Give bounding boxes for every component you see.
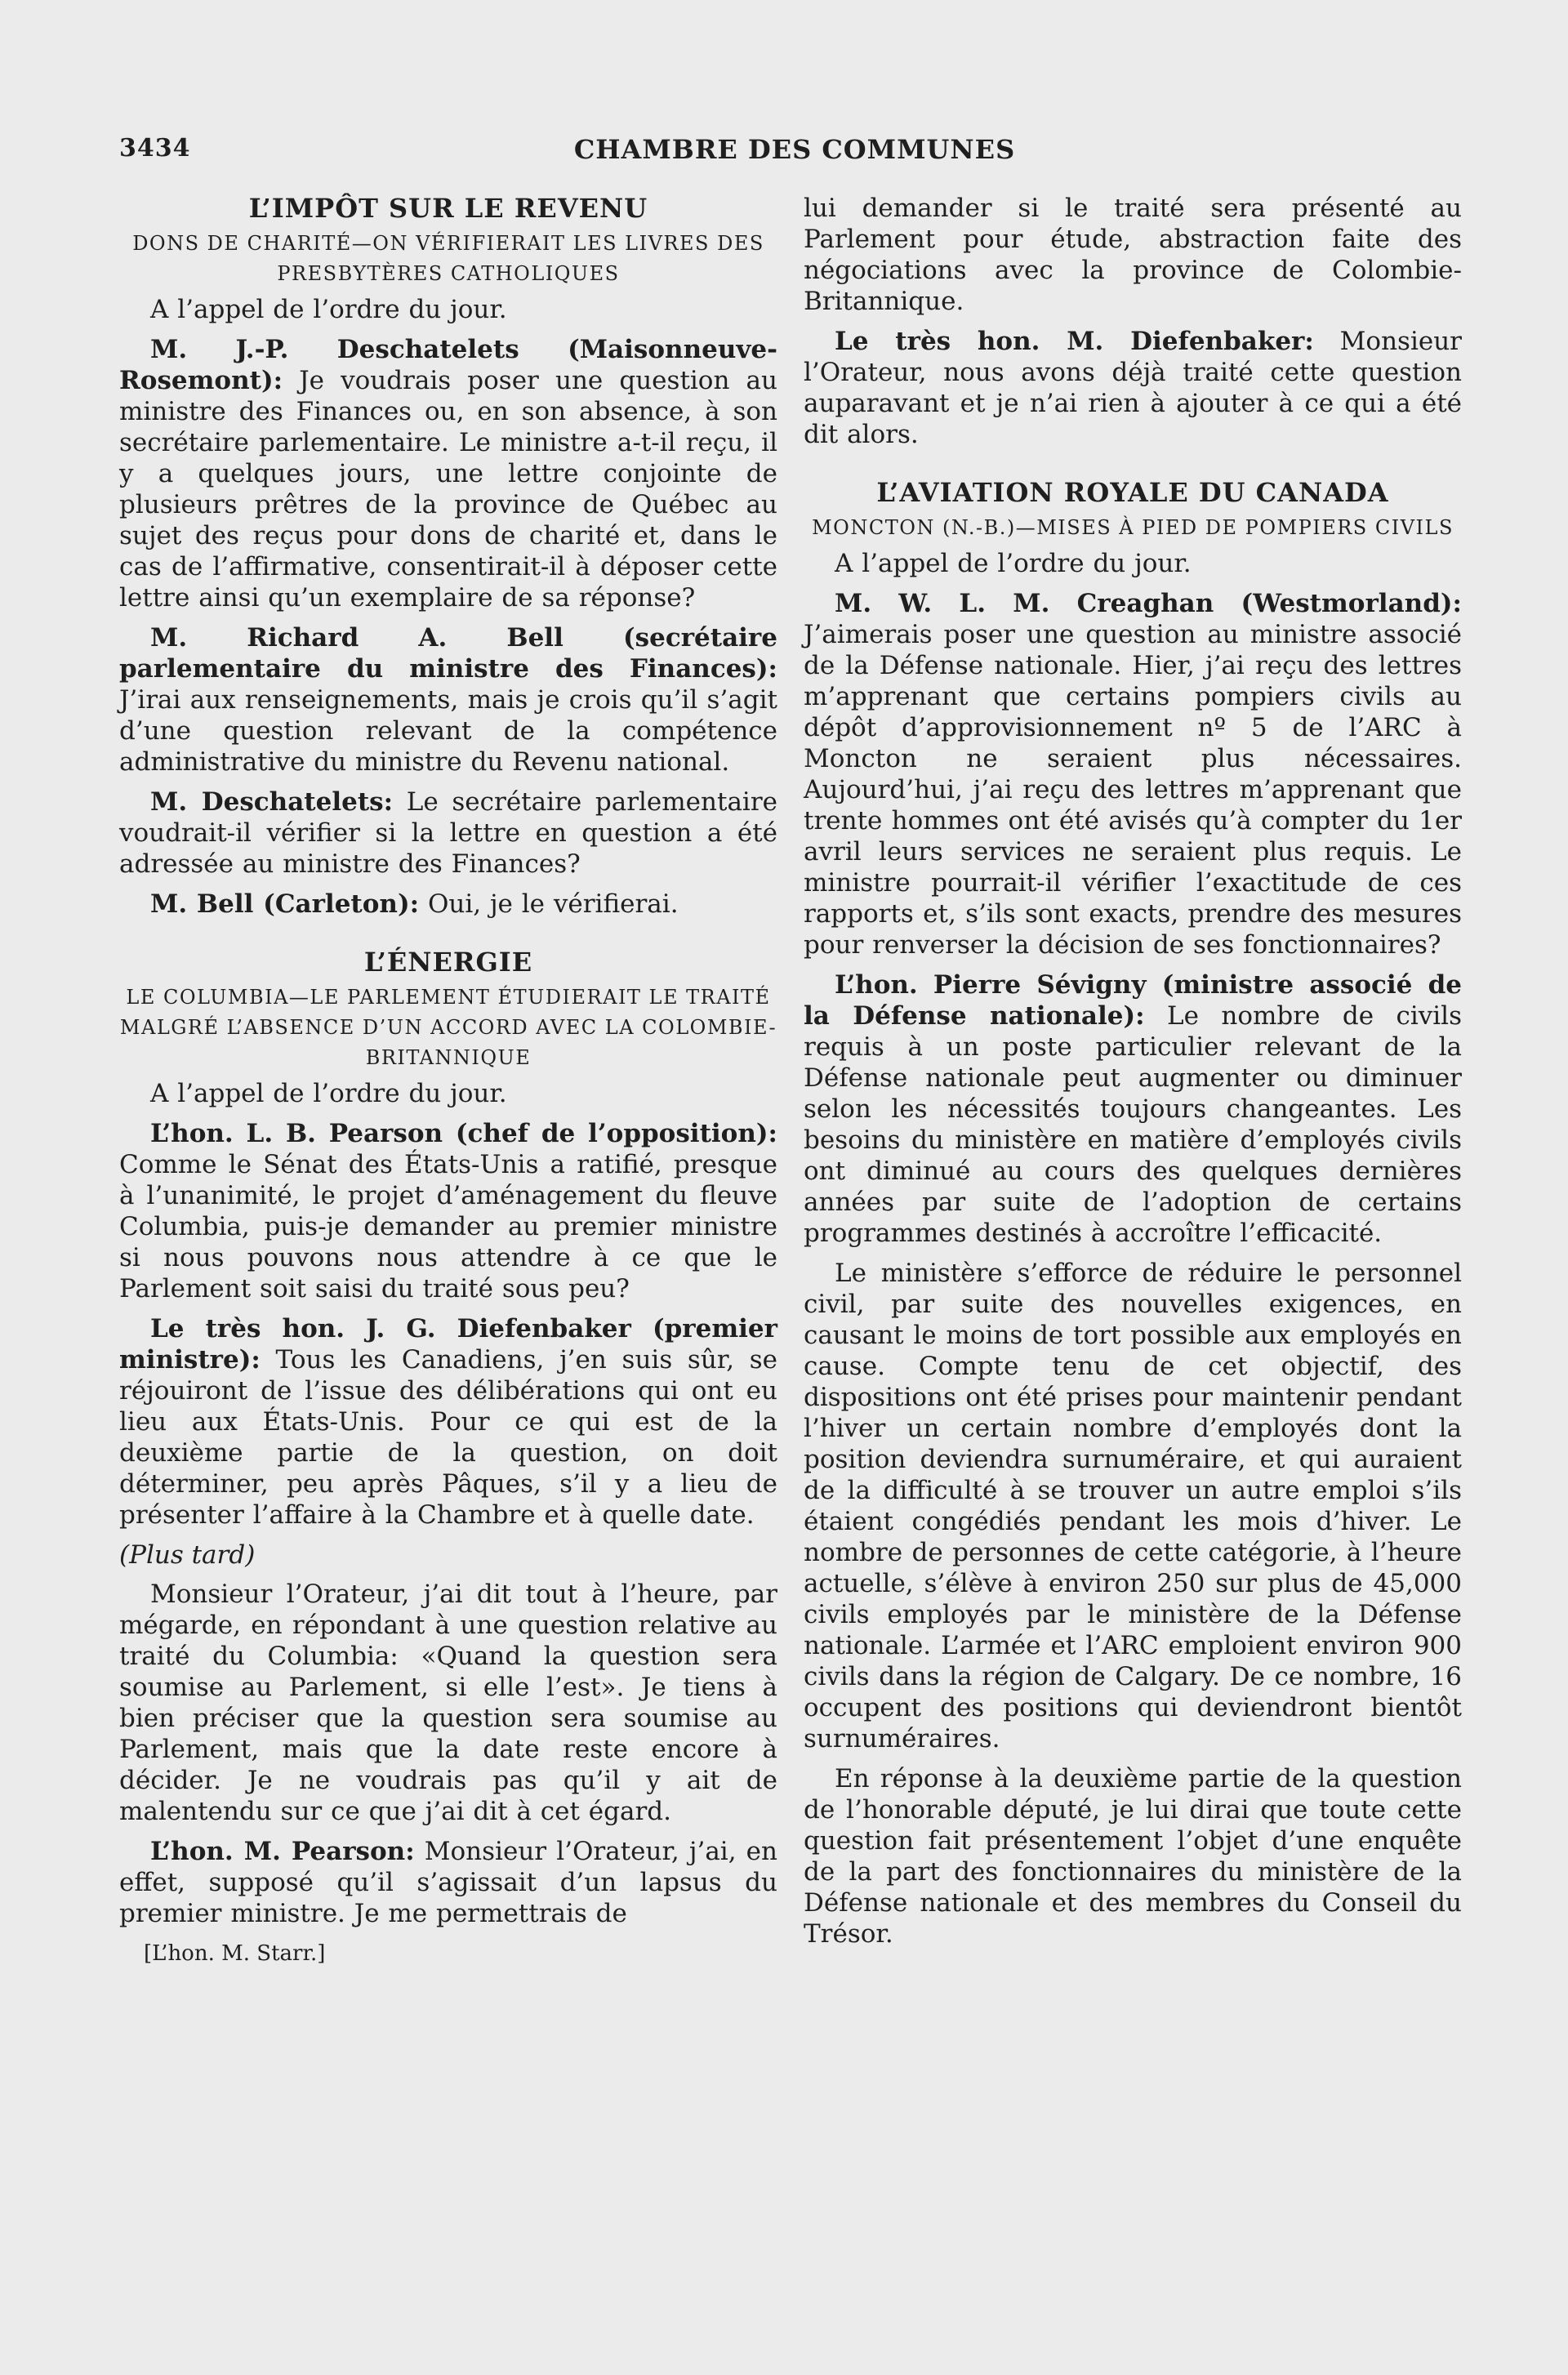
speech-sevigny (804, 969, 1462, 1249)
footer-attribution: [L’hon. M. Starr.] (144, 1941, 326, 1966)
section-subheading-columbia: LE COLUMBIA—LE PARLEMENT ÉTUDIERAIT LE TRAITÉ MALGRÉ L’ABSENCE D’UN ACCORD AVEC LA COLOMBIE-BRITANNIQUE (119, 986, 777, 1069)
speaker-name: M. Bell (Carleton): (150, 889, 420, 919)
later-note: (Plus tard) (119, 1540, 256, 1570)
speech-diefenbaker-later: Monsieur l’Orateur, j’ai dit tout à l’heure, par mégarde, en répondant à une question relative au traité du Columbia: «Quand la question sera soumise au Parlement, si elle l’est». Je tiens à bien préciser que la question sera soumise au Parlement, mais que la date reste encore à décider. Je ne voudrais pas qu’il y ait de malentendu sur ce que j’ai dit à cet égard. (119, 1580, 777, 1826)
section-heading-energie: L’ÉNERGIE (363, 947, 533, 978)
speech-bell-2 (119, 889, 777, 920)
right-column (804, 193, 1462, 1958)
speaker-name: M. Richard A. Bell (secrétaire parlementaire du ministre des Finances): (119, 623, 777, 684)
speech-diefenbaker (119, 1313, 777, 1531)
speech-text: Monsieur l’Orateur, nous avons déjà traité cette question auparavant et je n’ai rien à ajouter à ce qui a été dit alors. (804, 327, 1462, 449)
page-number: 3434 (119, 134, 191, 163)
order-call: A l’appel de l’ordre du jour. (150, 1079, 507, 1108)
section-heading-impot: L’IMPÔT SUR LE REVENU (248, 193, 648, 224)
speaker-name: M. W. L. M. Creaghan (Westmorland): (835, 589, 1462, 618)
speech-diefenbaker-2 (804, 326, 1462, 450)
left-column (119, 193, 777, 1968)
speech-sevigny-2: Le ministère s’efforce de réduire le personnel civil, par suite des nouvelles exigences, en causant le moins de tort possible aux employés en cause. Compte tenu de cet objectif, des dispositions ont été prises pour maintenir pendant l’hiver un certain nombre d’employés dont la position deviendra surnuméraire, et qui auraient de la difficulté à se trouver un autre emploi s’ils étaient congédiés pendant les mois d’hiver. Le nombre de personnes de cette catégorie, à l’heure actuelle, s’élève à environ 250 sur plus de 45,000 civils employés par le ministère de la Défense nationale. L’armée et l’ARC emploient environ 900 civils dans la région de Calgary. De ce nombre, 16 occupent des positions qui deviendront bientôt surnuméraires. (804, 1259, 1462, 1753)
order-call: A l’appel de l’ordre du jour. (150, 295, 507, 324)
speech-pearson-2 (119, 1836, 777, 1929)
speech-bell (119, 622, 777, 778)
speaker-name: Le très hon. M. Diefenbaker: (835, 327, 1314, 356)
speech-creaghan (804, 588, 1462, 960)
section-heading-aviation: L’AVIATION ROYALE DU CANADA (876, 477, 1389, 508)
speaker-name: L’hon. M. Pearson: (150, 1837, 415, 1866)
running-head: CHAMBRE DES COMMUNES (573, 134, 1016, 165)
speech-text: Le nombre de civils requis à un poste particulier relevant de la Défense nationale peut augmenter ou diminuer selon les nécessités toujours changeantes. Les besoins du ministère en matière d’employés civils ont diminué au cours des quelques dernières années par suite de l’adoption de certains programmes destinés à accroître l’efficacité. (804, 1001, 1463, 1248)
section-subheading-dons: DONS DE CHARITÉ—ON VÉRIFIERAIT LES LIVRES DES PRESBYTÈRES CATHOLIQUES (132, 232, 764, 285)
speaker-name: Le très hon. J. G. Diefenbaker (premier ministre): (119, 1314, 777, 1375)
speech-text: Je voudrais poser une question au ministre des Finances ou, en son absence, à son secrétaire parlementaire. Le ministre a-t-il reçu, il y a quelques jours, une lettre conjointe de plusieurs prêtres de la province de Québec au sujet des reçus pour dons de charité et, dans le cas de l’affirmative, consentirait-il à déposer cette lettre ainsi qu’un exemplaire de sa réponse? (119, 366, 777, 613)
speaker-name: L’hon. L. B. Pearson (chef de l’opposition): (150, 1119, 777, 1148)
speech-sevigny-3: En réponse à la deuxième partie de la question de l’honorable député, je lui dirai que toute cette question fait présentement l’objet d’une enquête de la part des fonctionnaires du ministère de la Défense nationale et des membres du Conseil du Trésor. (804, 1764, 1462, 1949)
page-header (119, 134, 1470, 167)
speaker-name: M. Deschatelets: (150, 787, 394, 817)
speech-deschatelets (119, 334, 777, 613)
speech-text: Oui, je le vérifierai. (427, 889, 679, 919)
speech-text: Comme le Sénat des États-Unis a ratifié, presque à l’unanimité, le projet d’aménagement du fleuve Columbia, puis-je demander au premier ministre si nous pouvons nous attendre à ce que le Parlement soit saisi du traité sous peu? (119, 1150, 777, 1303)
speech-text: Le secrétaire parlementaire voudrait-il vérifier si la lettre en question a été adressée au ministre des Finances? (119, 787, 778, 879)
speech-text: J’aimerais poser une question au ministre associé de la Défense nationale. Hier, j’ai reçu des lettres m’apprenant que certains pompiers civils au dépôt d’approvisionnement nº 5 de l’ARC à Moncton ne seraient plus nécessaires. Aujourd’hui, j’ai reçu des lettres m’apprenant que trente hommes ont été avisés qu’à compter du 1er avril leurs services ne seraient plus requis. Le ministre pourrait-il vérifier l’exactitude de ces rapports et, s’ils sont exacts, prendre des mesures pour renverser la décision de ses fonctionnaires? (804, 620, 1462, 960)
speaker-name: L’hon. Pierre Sévigny (ministre associé de la Défense nationale): (804, 970, 1462, 1031)
speech-deschatelets-2 (119, 786, 777, 880)
order-call: A l’appel de l’ordre du jour. (835, 549, 1192, 578)
speech-pearson (119, 1118, 777, 1304)
section-subheading-moncton: MONCTON (N.-B.)—MISES À PIED DE POMPIERS CIVILS (812, 516, 1454, 539)
speaker-name: M. J.-P. Deschatelets (Maisonneuve-Rosemont): (119, 335, 777, 395)
speech-text: Tous les Canadiens, j’en suis sûr, se réjouiront de l’issue des délibérations qui ont eu lieu aux États-Unis. Pour ce qui est de la deuxième partie de la question, on doit déterminer, peu après Pâques, s’il y a lieu de présenter l’affaire à la Chambre et à quelle date. (119, 1345, 778, 1530)
speech-text: J’irai aux renseignements, mais je crois qu’il s’agit d’une question relevant de la compétence administrative du ministre du Revenu national. (119, 685, 777, 777)
speech-text: Monsieur l’Orateur, j’ai, en effet, supposé qu’il s’agissait d’un lapsus du premier ministre. Je me permettrais de (119, 1837, 777, 1928)
speech-pearson-continued: lui demander si le traité sera présenté au Parlement pour étude, abstraction faite des négociations avec la province de Colombie-Britannique. (804, 194, 1462, 316)
